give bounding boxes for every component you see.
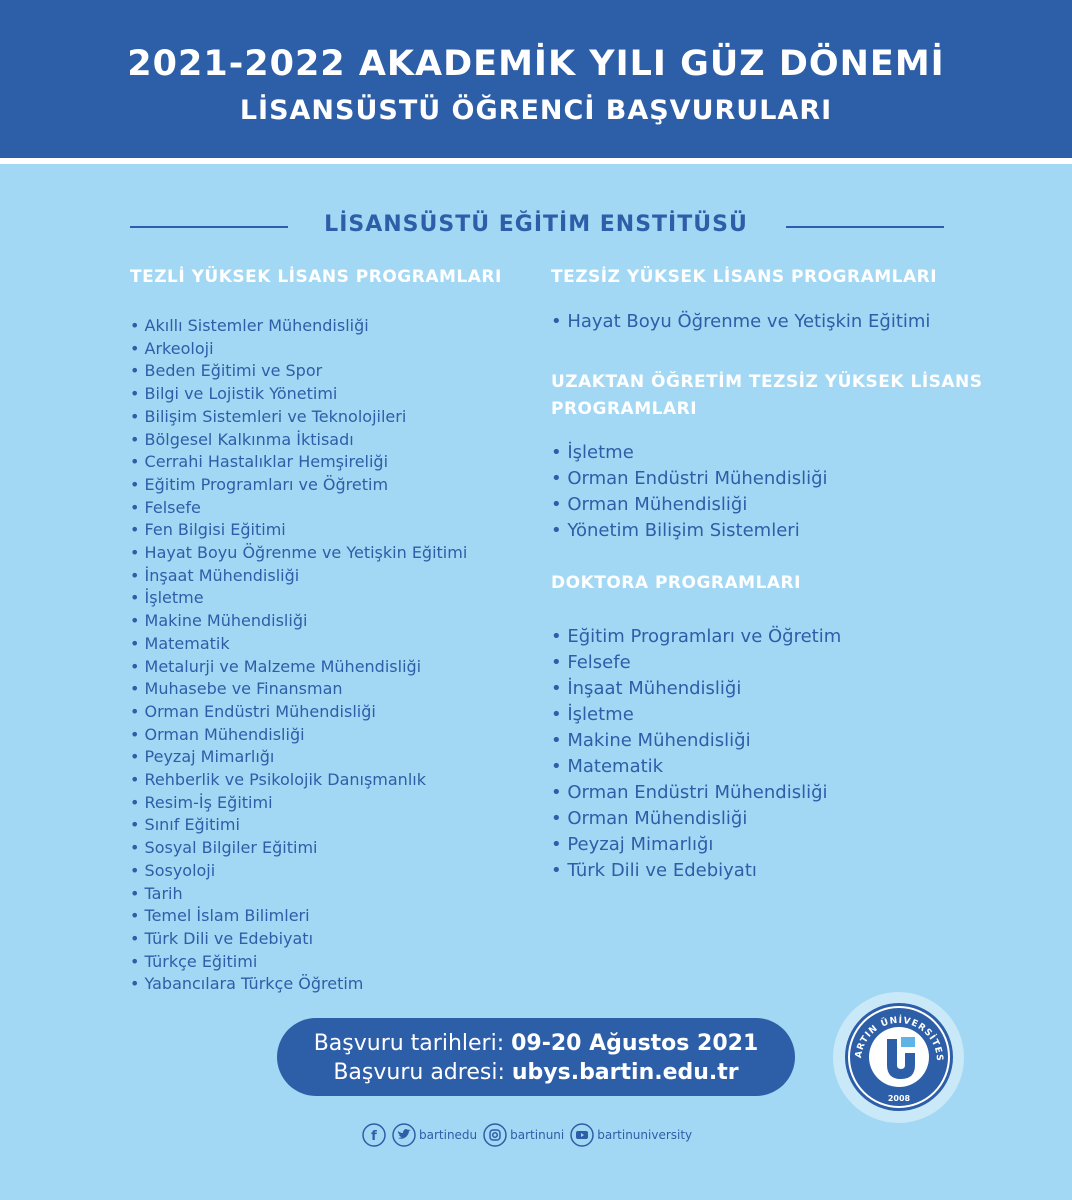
program-item: • Hayat Boyu Öğrenme ve Yetişkin Eğitimi bbox=[551, 309, 930, 335]
facebook-icon[interactable] bbox=[362, 1123, 386, 1147]
program-item: • Türkçe Eğitimi bbox=[130, 951, 467, 974]
program-item: • Akıllı Sistemler Mühendisliği bbox=[130, 315, 467, 338]
application-info-box bbox=[277, 1018, 795, 1096]
program-item: • Sosyal Bilgiler Eğitimi bbox=[130, 837, 467, 860]
program-item: • Temel İslam Bilimleri bbox=[130, 905, 467, 928]
dates-label: Başvuru tarihleri: bbox=[313, 1031, 505, 1056]
program-item: • Sosyoloji bbox=[130, 860, 467, 883]
program-item: • Cerrahi Hastalıklar Hemşireliği bbox=[130, 451, 467, 474]
twitter-icon[interactable] bbox=[392, 1123, 416, 1147]
tezli-program-list bbox=[130, 315, 467, 996]
program-item: • Türk Dili ve Edebiyatı bbox=[551, 858, 841, 884]
tezsiz-section-title: TEZSİZ YÜKSEK LİSANS PROGRAMLARI bbox=[551, 267, 938, 287]
youtube-icon[interactable] bbox=[570, 1123, 594, 1147]
program-item: • İşletme bbox=[130, 587, 467, 610]
program-item: • Muhasebe ve Finansman bbox=[130, 678, 467, 701]
program-item: • Peyzaj Mimarlığı bbox=[130, 746, 467, 769]
program-item: • Resim-İş Eğitimi bbox=[130, 792, 467, 815]
program-item: • Orman Mühendisliği bbox=[130, 724, 467, 747]
program-item: • İnşaat Mühendisliği bbox=[551, 676, 841, 702]
program-item: • Bilişim Sistemleri ve Teknolojileri bbox=[130, 406, 467, 429]
program-item: • Orman Endüstri Mühendisliği bbox=[130, 701, 467, 724]
program-item: • Fen Bilgisi Eğitimi bbox=[130, 519, 467, 542]
program-item: • Bilgi ve Lojistik Yönetimi bbox=[130, 383, 467, 406]
doktora-program-list bbox=[551, 624, 841, 884]
seal-year: 2008 bbox=[887, 1094, 911, 1103]
uzaktan-title-line2: PROGRAMLARI bbox=[551, 399, 698, 419]
seal-name: ARTIN ÜNİVERSİTES bbox=[853, 1015, 945, 1063]
doktora-section-title: DOKTORA PROGRAMLARI bbox=[551, 573, 801, 593]
program-item: • Orman Endüstri Mühendisliği bbox=[551, 780, 841, 806]
program-item: • Matematik bbox=[551, 754, 841, 780]
program-item: • Orman Endüstri Mühendisliği bbox=[551, 466, 828, 492]
program-item: • İnşaat Mühendisliği bbox=[130, 565, 467, 588]
program-item: • Eğitim Programları ve Öğretim bbox=[551, 624, 841, 650]
program-item: • Hayat Boyu Öğrenme ve Yetişkin Eğitimi bbox=[130, 542, 467, 565]
program-item: • Sınıf Eğitimi bbox=[130, 814, 467, 837]
program-item: • Peyzaj Mimarlığı bbox=[551, 832, 841, 858]
program-item: • İşletme bbox=[551, 702, 841, 728]
program-item: • Eğitim Programları ve Öğretim bbox=[130, 474, 467, 497]
instagram-handle[interactable]: bartinuni bbox=[510, 1128, 565, 1142]
page-subtitle: LİSANSÜSTÜ ÖĞRENCİ BAŞVURULARI bbox=[239, 95, 833, 126]
institute-line-right bbox=[786, 226, 944, 228]
program-item: • Yabancılara Türkçe Öğretim bbox=[130, 973, 467, 996]
tezli-section-title: TEZLİ YÜKSEK LİSANS PROGRAMLARI bbox=[130, 267, 502, 287]
page-title: 2021-2022 AKADEMİK YILI GÜZ DÖNEMİ bbox=[127, 44, 945, 84]
social-links bbox=[362, 1122, 698, 1148]
program-item: • Matematik bbox=[130, 633, 467, 656]
program-item: • Türk Dili ve Edebiyatı bbox=[130, 928, 467, 951]
program-item: • Rehberlik ve Psikolojik Danışmanlık bbox=[130, 769, 467, 792]
program-item: • Felsefe bbox=[551, 650, 841, 676]
instagram-icon[interactable] bbox=[483, 1123, 507, 1147]
program-item: • Arkeoloji bbox=[130, 338, 467, 361]
program-item: • Tarih bbox=[130, 883, 467, 906]
tezsiz-program-list bbox=[551, 309, 930, 335]
program-item: • Yönetim Bilişim Sistemleri bbox=[551, 518, 828, 544]
uzaktan-section-title bbox=[551, 369, 983, 423]
dates-value: 09-20 Ağustos 2021 bbox=[511, 1031, 759, 1056]
address-link[interactable]: ubys.bartin.edu.tr bbox=[511, 1060, 739, 1085]
program-item: • Beden Eğitimi ve Spor bbox=[130, 360, 467, 383]
program-item: • İşletme bbox=[551, 440, 828, 466]
youtube-handle[interactable]: bartinuniversity bbox=[597, 1128, 693, 1142]
program-item: • Orman Mühendisliği bbox=[551, 492, 828, 518]
facebook-twitter-handle[interactable]: bartinedu bbox=[419, 1128, 478, 1142]
institute-title: LİSANSÜSTÜ EĞİTİM ENSTİTÜSÜ bbox=[324, 212, 748, 237]
uzaktan-program-list bbox=[551, 440, 828, 544]
address-label: Başvuru adresi: bbox=[333, 1060, 505, 1085]
program-item: • Makine Mühendisliği bbox=[551, 728, 841, 754]
program-item: • Bölgesel Kalkınma İktisadı bbox=[130, 429, 467, 452]
program-item: • Makine Mühendisliği bbox=[130, 610, 467, 633]
program-item: • Felsefe bbox=[130, 497, 467, 520]
header-divider bbox=[0, 158, 1072, 164]
header-banner bbox=[0, 0, 1072, 158]
program-item: • Orman Mühendisliği bbox=[551, 806, 841, 832]
uzaktan-title-line1: UZAKTAN ÖĞRETİM TEZSİZ YÜKSEK LİSANS bbox=[551, 372, 983, 392]
svg-text:f: f bbox=[371, 1129, 377, 1144]
program-item: • Metalurji ve Malzeme Mühendisliği bbox=[130, 656, 467, 679]
university-seal bbox=[845, 1003, 953, 1111]
